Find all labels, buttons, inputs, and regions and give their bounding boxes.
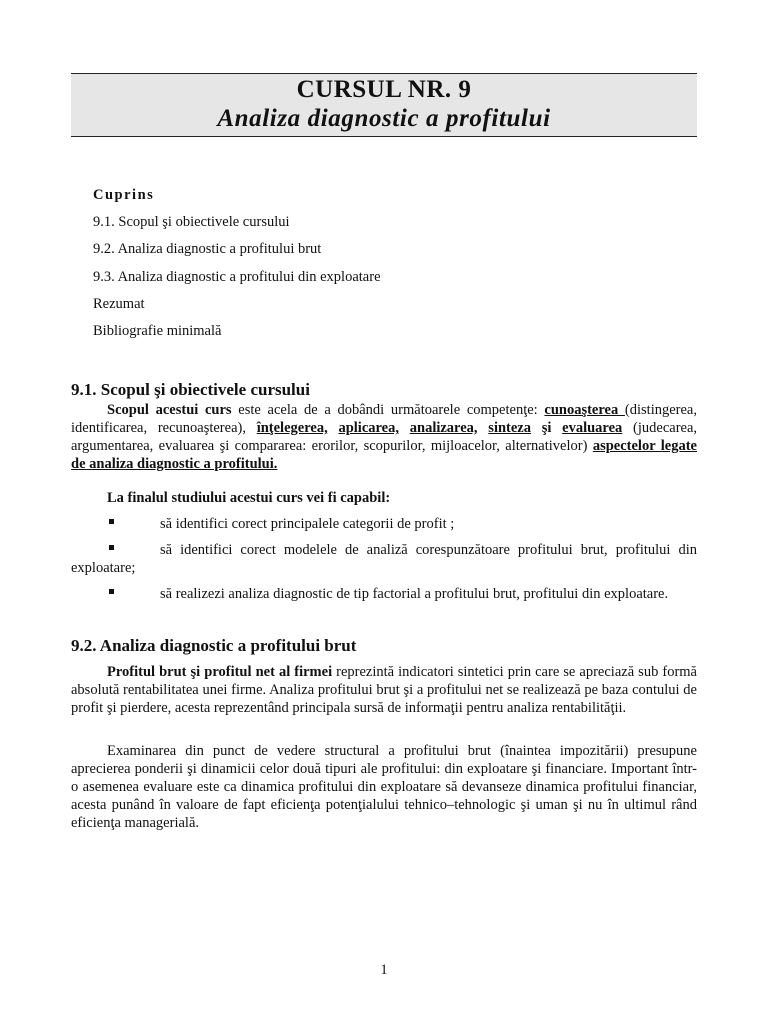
course-title: CURSUL NR. 9 bbox=[296, 76, 472, 103]
text-run: (distingerea, identificarea, recunoaşterea), bbox=[71, 402, 697, 436]
text-run: este acela de a dobândi următoarele competenţe: bbox=[231, 402, 545, 418]
text-run bbox=[328, 420, 339, 436]
goals-heading-text: La finalul studiului acestui curs vei fi capabil: bbox=[107, 490, 391, 506]
bullet-icon bbox=[109, 589, 114, 594]
competence-term: sinteza bbox=[488, 420, 531, 436]
text-run bbox=[551, 420, 562, 436]
course-title-box bbox=[71, 73, 697, 137]
competence-term: aspectelor legate de analiza diagnostic a profitului. bbox=[71, 438, 697, 472]
section2-paragraph-1 bbox=[71, 663, 697, 717]
toc-heading: Cuprins bbox=[93, 187, 155, 203]
course-subtitle: Analiza diagnostic a profitului bbox=[217, 105, 551, 132]
text-run bbox=[531, 420, 542, 436]
toc-item: Rezumat bbox=[93, 296, 145, 312]
section2-paragraph-2 bbox=[71, 742, 697, 832]
text-run bbox=[478, 420, 489, 436]
competence-term: aplicarea, bbox=[338, 420, 399, 436]
competence-term: cunoaşterea bbox=[544, 402, 625, 418]
goal-text: să identifici corect modelele de analiză corespunzătoare profitului brut, profitului din exploatare; bbox=[71, 542, 697, 576]
goal-text: să realizezi analiza diagnostic de tip factorial a profitului brut, profitului din exploatare. bbox=[160, 586, 669, 602]
competence-term: înţelegerea, bbox=[256, 420, 328, 436]
text-run: Examinarea din punct de vedere structural a profitului brut (înaintea impozitării) presupune aprecierea ponderii şi dinamicii celor două tipuri ale profitului: din exploatare şi financiare. Important într-o asemenea evaluare este ca dinamica profitului din exploatare să devanseze dinamica profitului financiar, acesta punând în valoare de fapt eficienţa potenţialului tehnico–tehnologic şi uman şi nu în ultimul rând eficienţa managerială. bbox=[71, 743, 697, 831]
bold-phrase: Scopul acestui curs bbox=[107, 402, 232, 418]
page-number: 1 bbox=[380, 962, 388, 978]
text-run: (judecarea, argumentarea, evaluarea şi compararea: erorilor, scopurilor, mijloacelor, alternativelor) bbox=[71, 420, 698, 454]
competence-term: analizarea, bbox=[409, 420, 478, 436]
toc-item: 9.2. Analiza diagnostic a profitului brut bbox=[93, 241, 322, 257]
goals-heading bbox=[71, 489, 697, 507]
bullet-icon bbox=[109, 519, 114, 524]
toc-item: 9.1. Scopul şi obiectivele cursului bbox=[93, 214, 290, 230]
section-heading-9-2: 9.2. Analiza diagnostic a profitului brut bbox=[71, 636, 357, 655]
text-run bbox=[399, 420, 410, 436]
section1-paragraph bbox=[71, 401, 697, 473]
competence-term: evaluarea bbox=[562, 420, 623, 436]
section-heading-9-1: 9.1. Scopul şi obiectivele cursului bbox=[71, 380, 310, 399]
bold-phrase: Profitul brut şi profitul net al firmei bbox=[107, 664, 333, 680]
goal-text: să identifici corect principalele categorii de profit ; bbox=[160, 516, 455, 532]
text-run: reprezintă indicatori sintetici prin care se apreciază sub formă absolută rentabilitatea unei firme. Analiza profitului brut şi a profitului net se realizează pe baza contului de profit şi pierdere, acesta reprezentând principala sursă de informaţii pentru analiza rentabilităţii. bbox=[71, 664, 697, 716]
bold-phrase: şi bbox=[541, 420, 552, 436]
toc-item: Bibliografie minimală bbox=[93, 323, 222, 339]
toc-item: 9.3. Analiza diagnostic a profitului din exploatare bbox=[93, 269, 381, 285]
